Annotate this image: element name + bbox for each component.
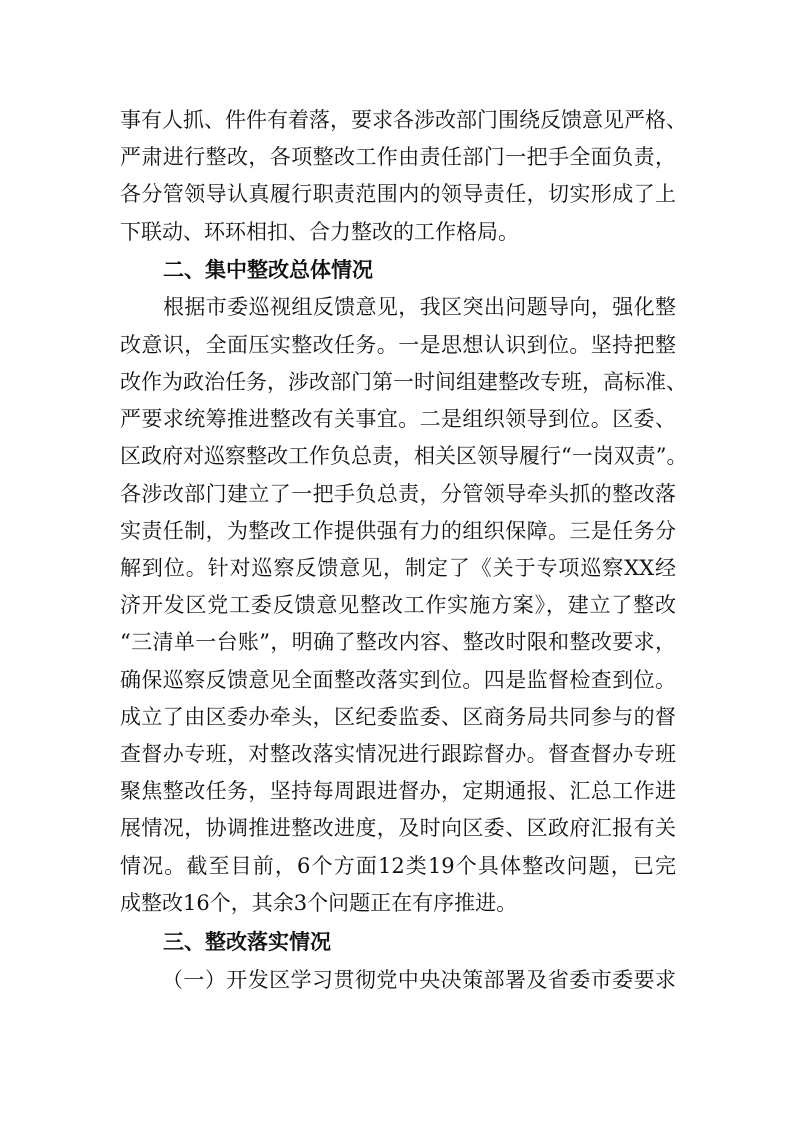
paragraph-line: 解到位。针对巡察反馈意见，制定了《关于专项巡察XX经 (120, 556, 676, 580)
section-heading-3: 三、整改落实情况 (163, 930, 331, 954)
subsection-heading-1: （一）开发区学习贯彻党中央决策部署及省委市委要求 (162, 968, 676, 992)
paragraph-line: “三清单一台账”，明确了整改内容、整改时限和整改要求， (120, 630, 676, 654)
paragraph-line: 下联动、环环相扣、合力整改的工作格局。 (120, 220, 519, 244)
paragraph-line: 根据市委巡视组反馈意见，我区突出问题导向，强化整 (163, 295, 676, 319)
paragraph-line: 改作为政治任务，涉改部门第一时间组建整改专班，高标准、 (120, 370, 687, 394)
paragraph-line: 各分管领导认真履行职责范围内的领导责任，切实形成了上 (120, 182, 676, 206)
paragraph-line: 济开发区党工委反馈意见整改工作实施方案》，建立了整改 (120, 593, 676, 617)
paragraph-line: 情况。截至目前，6个方面12类19个具体整改问题，已完 (120, 854, 676, 878)
section-heading-2: 二、集中整改总体情况 (163, 258, 373, 282)
paragraph-line: 事有人抓、件件有着落，要求各涉改部门围绕反馈意见严格、 (120, 108, 687, 132)
paragraph-line: 各涉改部门建立了一把手负总责，分管领导牵头抓的整改落 (120, 482, 676, 506)
paragraph-line: 严要求统筹推进整改有关事宜。二是组织领导到位。区委、 (120, 407, 676, 431)
paragraph-line: 实责任制，为整改工作提供强有力的组织保障。三是任务分 (120, 519, 676, 543)
paragraph-line: 确保巡察反馈意见全面整改落实到位。四是监督检查到位。 (120, 668, 676, 692)
paragraph-line: 展情况，协调推进整改进度，及时向区委、区政府汇报有关 (120, 816, 676, 840)
paragraph-line: 聚焦整改任务，坚持每周跟进督办，定期通报、汇总工作进 (120, 779, 676, 803)
paragraph-line: 成整改16个，其余3个问题正在有序推进。 (120, 891, 518, 915)
paragraph-line: 成立了由区委办牵头，区纪委监委、区商务局共同参与的督 (120, 705, 676, 729)
paragraph-line: 改意识，全面压实整改任务。一是思想认识到位。坚持把整 (120, 333, 676, 357)
paragraph-line: 查督办专班，对整改落实情况进行跟踪督办。督查督办专班 (120, 742, 676, 766)
paragraph-line: 严肃进行整改，各项整改工作由责任部门一把手全面负责， (120, 145, 676, 169)
paragraph-line: 区政府对巡察整改工作负总责，相关区领导履行“一岗双责”。 (120, 444, 688, 468)
